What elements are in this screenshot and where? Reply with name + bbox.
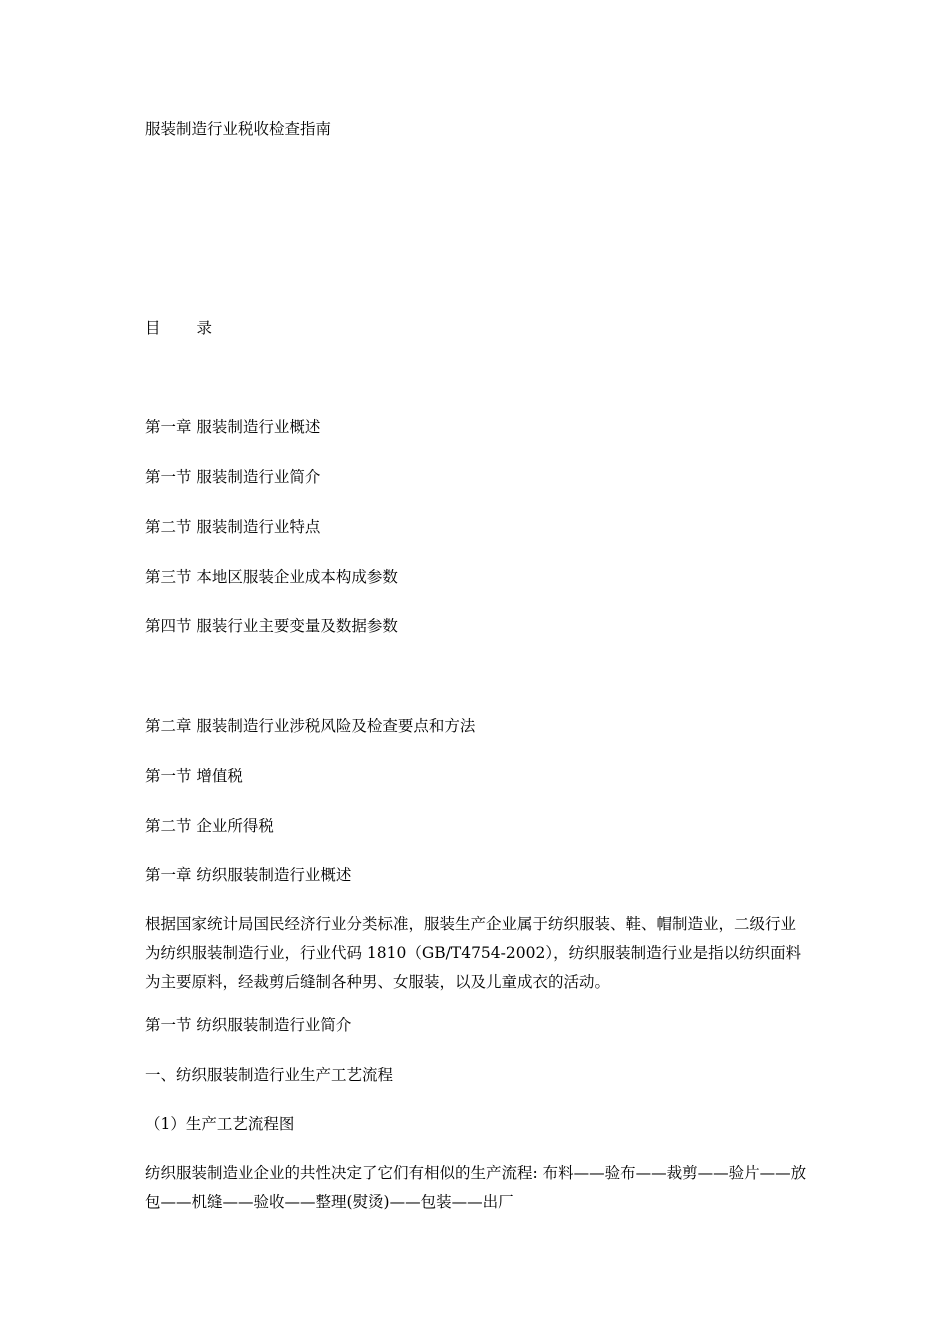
subsection-1-title: 一、纺织服装制造行业生产工艺流程	[145, 1066, 394, 1084]
subsection-1-1-title: （1）生产工艺流程图	[145, 1115, 295, 1133]
intro-paragraph: 根据国家统计局国民经济行业分类标准，服装生产企业属于纺织服装、鞋、帽制造业，二级行业为纺织服装制造行业，行业代码 1810（GB/T4754-2002），纺织服装制造行业是指以纺织面料为主要原料，经裁剪后缝制各种男、女服装，以及儿童成衣的活动。	[145, 915, 802, 991]
toc-item-chapter-1: 第一章 服装制造行业概述	[145, 418, 321, 436]
toc-item-chapter-1-section-2: 第二节 服装制造行业特点	[145, 518, 321, 536]
process-paragraph: 纺织服装制造业企业的共性决定了它们有相似的生产流程: 布料——验布——裁剪——验片——放包——机缝——验收——整理(熨烫)——包装——出厂	[145, 1164, 807, 1211]
toc-item-chapter-1-section-1: 第一节 服装制造行业简介	[145, 468, 321, 486]
toc-item-chapter-2-section-1: 第一节 增值税	[145, 767, 243, 785]
document-title: 服装制造行业税收检查指南	[145, 120, 332, 138]
toc-item-chapter-1-section-4: 第四节 服装行业主要变量及数据参数	[145, 617, 398, 635]
toc-item-chapter-2: 第二章 服装制造行业涉税风险及检查要点和方法	[145, 717, 476, 735]
section-1-title: 第一节 纺织服装制造行业简介	[145, 1016, 352, 1034]
toc-heading-left: 目	[145, 319, 161, 337]
toc-item-chapter-1-section-3: 第三节 本地区服装企业成本构成参数	[145, 568, 398, 586]
toc-heading	[145, 317, 212, 339]
toc-heading-right: 录	[196, 319, 213, 337]
toc-item-chapter-2-section-2: 第二节 企业所得税	[145, 817, 274, 835]
chapter-1-title: 第一章 纺织服装制造行业概述	[145, 866, 352, 884]
